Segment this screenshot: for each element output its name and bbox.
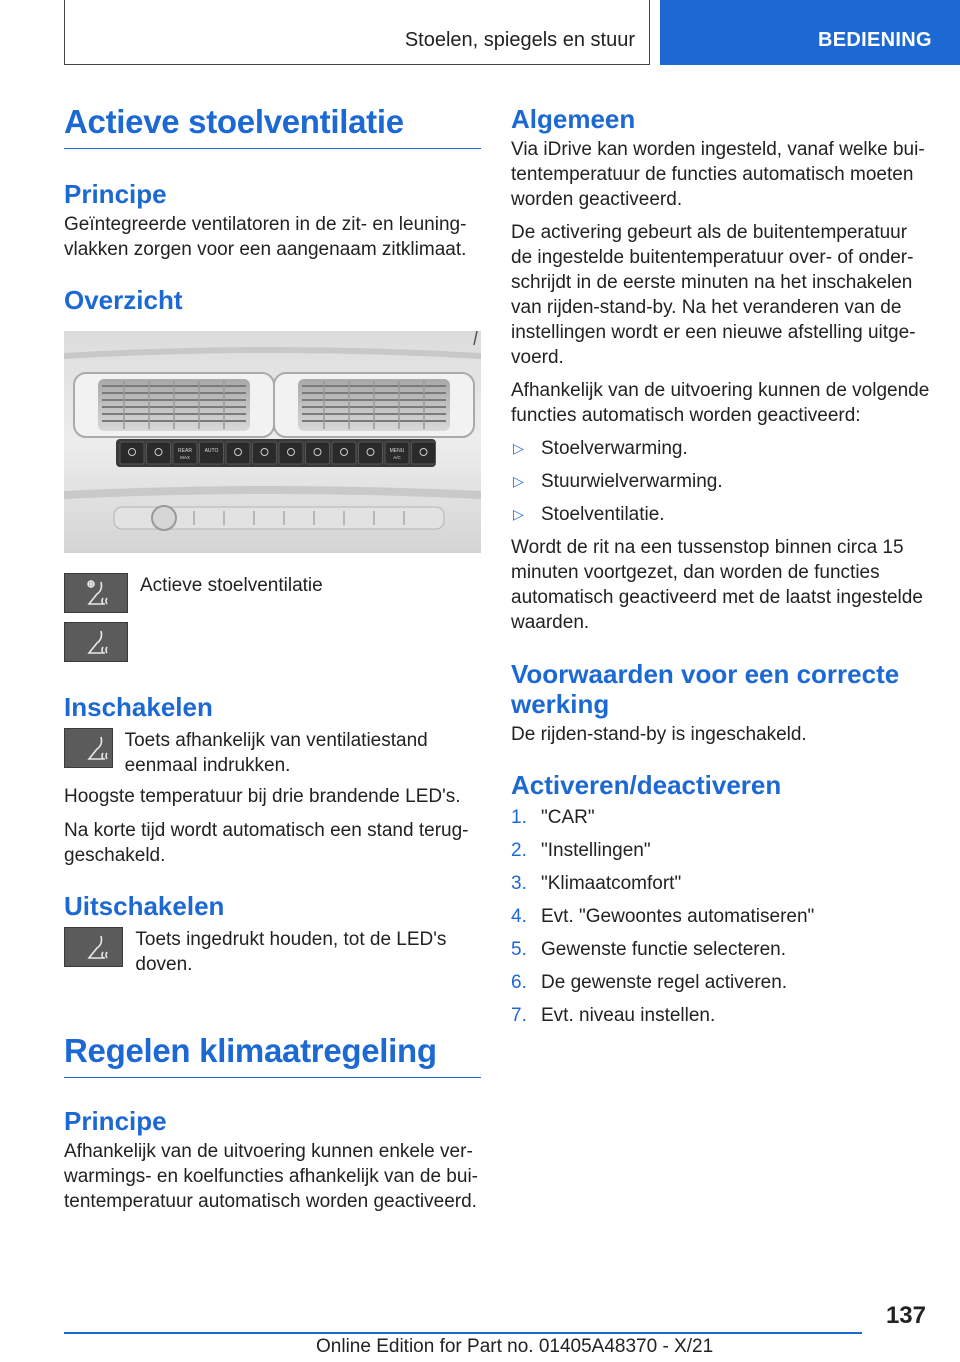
climate-button-sublabel: A/C: [393, 455, 401, 460]
climate-button-sublabel: MAX: [180, 455, 190, 460]
list-item: 7. Evt. niveau instellen.: [511, 1005, 716, 1026]
seat-icon: [83, 627, 111, 659]
function-list: [511, 436, 931, 527]
seat-icon: [83, 733, 111, 765]
dashboard-illustration: [64, 331, 481, 553]
paragraph-uitschakelen: Toets ingedrukt houden, tot de LED's doven.: [135, 929, 447, 975]
page-number: 137: [885, 1302, 926, 1329]
heading-activeren-deactiveren: Activeren/deactiveren: [511, 770, 782, 800]
footer-edition: Online Edition for Part no. 01405A48370 - X/21: [316, 1336, 714, 1357]
seat-ventilation-icon: [83, 578, 111, 610]
climate-button: [332, 442, 356, 464]
list-item: 4. Evt. "Gewoontes automatiseren": [511, 906, 815, 927]
list-item: ▷ Stuurwielverwarming.: [513, 471, 723, 492]
paragraph-principe: Geïntegreerde ventilatoren in de zit- en leuningvlakken zorgen voor een aangenaam zitklimaat.: [64, 214, 467, 260]
triangle-bullet-icon: ▷: [513, 506, 524, 522]
heading-principe-2: Principe: [64, 1106, 167, 1136]
list-item: 5. Gewenste functie selecteren.: [511, 939, 787, 960]
list-item: 2. "Instellingen": [511, 840, 651, 861]
paragraph-algemeen-2: De activering gebeurt als de buitentemperatuur de ingestelde buitentemperatuur over- of onderschrijdt in de eerste minuten na het inschakelen van rijden-stand-by. Na het veranderen van de instellingen wordt er een nieuwe afstelling uitgevoerd.: [511, 222, 916, 368]
seat-button-image: [64, 728, 113, 768]
triangle-bullet-icon: ▷: [513, 440, 524, 456]
header-tab-label: BEDIENING: [818, 29, 932, 51]
section-title: Stoelen, spiegels en stuur: [404, 29, 635, 51]
seat-ventilation-button-image: [64, 573, 128, 613]
climate-button: [306, 442, 330, 464]
paragraph-inschakelen: Toets afhankelijk van ventilatiestand eenmaal indrukken.: [124, 730, 428, 776]
list-item: ▷ Stoelventilatie.: [513, 504, 665, 525]
list-item: 1. "CAR": [511, 807, 595, 828]
paragraph-principe-2: Afhankelijk van de uitvoering kunnen enkele verwarmings- en koelfuncties afhankelijk van de buitentemperatuur automatisch worden geactiveerd.: [64, 1141, 478, 1212]
climate-button: [120, 442, 144, 464]
climate-button: [412, 442, 436, 464]
climate-button-label: AUTO: [204, 448, 219, 454]
climate-button: [226, 442, 250, 464]
seat-icon: [83, 932, 111, 964]
climate-button: [279, 442, 303, 464]
heading-algemeen: Algemeen: [511, 104, 636, 134]
climate-button: [253, 442, 277, 464]
paragraph-na-korte-tijd: Na korte tijd wordt automatisch een stand teruggeschakeld.: [64, 820, 469, 866]
list-item: ▷ Stoelverwarming.: [513, 438, 688, 459]
paragraph-algemeen-3: Afhankelijk van de uitvoering kunnen de volgende functies automatisch worden geactiveerd:: [511, 380, 930, 426]
list-item: 3. "Klimaatcomfort": [511, 873, 682, 894]
steps-list: [511, 805, 931, 1028]
caption-row: [64, 573, 481, 613]
heading-voorwaarden: Voorwaarden voor een correcte werking: [511, 659, 900, 719]
caption-actieve-stoelventilatie: Actieve stoelventilatie: [140, 575, 323, 596]
inschakelen-row: [64, 728, 481, 778]
vents-control-panel-image: [64, 331, 481, 553]
uitschakelen-row: [64, 927, 481, 977]
seat-button-image: [64, 927, 123, 967]
seat-heating-button-image: [64, 622, 128, 662]
heading-actieve-stoelventilatie: Actieve stoelventilatie: [64, 100, 481, 149]
climate-button-label: MENU: [389, 448, 405, 454]
heading-principe: Principe: [64, 179, 167, 209]
header-section-box: [64, 0, 650, 65]
right-column: [511, 100, 931, 1036]
paragraph-algemeen-1: Via iDrive kan worden ingesteld, vanaf welke buitentemperatuur de functies automatisch moeten worden geactiveerd.: [511, 139, 925, 210]
climate-button: [359, 442, 383, 464]
heading-regelen-klimaatregeling: Regelen klimaatregeling: [64, 1029, 481, 1078]
left-column: [64, 100, 481, 1214]
heading-uitschakelen: Uitschakelen: [64, 891, 225, 921]
paragraph-hoogste-temperatuur: Hoogste temperatuur bij drie brandende LED's.: [64, 786, 461, 807]
climate-button-label: REAR: [178, 448, 192, 454]
footer-divider: [64, 1332, 862, 1334]
paragraph-algemeen-4: Wordt de rit na een tussenstop binnen circa 15 minuten voortgezet, dan worden de functies automatisch geactiveerd met de laatst ingestelde waarden.: [511, 537, 923, 633]
paragraph-voorwaarden: De rijden-stand-by is ingeschakeld.: [511, 724, 807, 745]
heading-inschakelen: Inschakelen: [64, 692, 213, 722]
heading-overzicht: Overzicht: [64, 285, 183, 315]
climate-button: [147, 442, 171, 464]
list-item: 6. De gewenste regel activeren.: [511, 972, 788, 993]
triangle-bullet-icon: ▷: [513, 473, 524, 489]
